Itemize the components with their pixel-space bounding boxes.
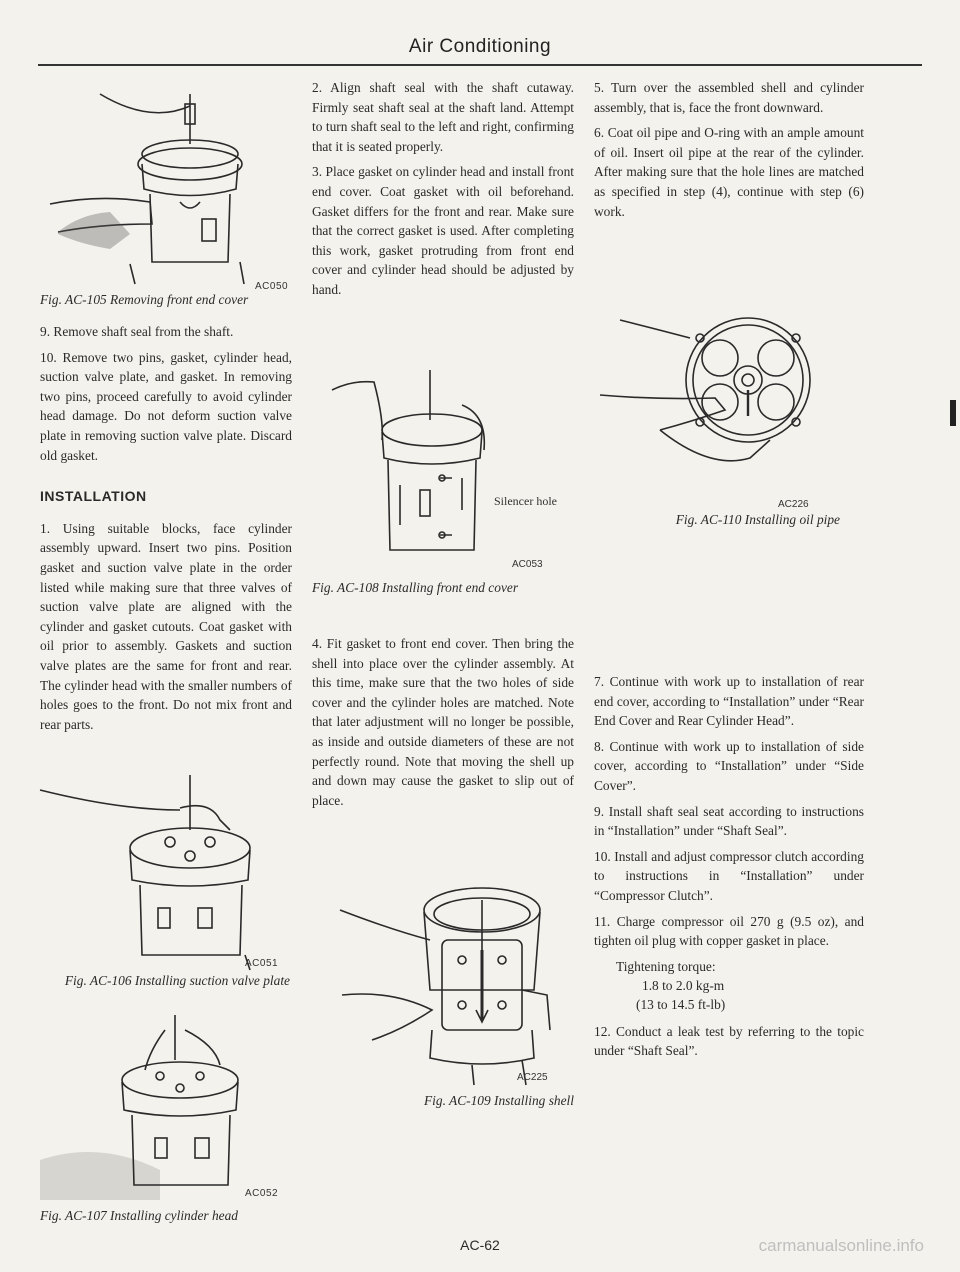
figure-ac108 [312, 360, 574, 570]
step-4: 4. Fit gasket to front end cover. Then bring the shell into place over the cylinder assembly. At this time, make sure that the two holes of side cover and the cylinder holes are matched. Note that later adjustment will no longer be possible, as inside and outside diameters of these are not perfectly round. Note that moving the shell up and down may cause the gasket to slip out of place. [312, 636, 574, 808]
step-8: 8. Continue with work up to installation of side cover, according to “Installation” under “Side Cover”. [594, 738, 864, 793]
step-6: 6. Coat oil pipe and O-ring with an ample amount of oil. Insert oil pipe at the rear of the cylinder. After making sure that the hole lines are matched as specified in step (4), continue with step (6) work. [594, 125, 864, 219]
installation-heading: INSTALLATION [40, 488, 147, 505]
column-3-text-top [594, 78, 864, 227]
installing-front-end-cover-illustration [312, 360, 574, 570]
step-2: 2. Align shaft seal with the shaft cutaway. Firmly seat shaft seal at the shaft land. Attempt to turn shaft seal to the left and right, confirming that it is seated properly. [312, 80, 574, 154]
torque-imperial: (13 to 14.5 ft-lb) [636, 996, 726, 1012]
figure-code-ac226: AC226 [778, 499, 809, 510]
step-10: 10. Remove two pins, gasket, cylinder head, suction valve plate, and gasket. In removing two pins, proceed carefully to avoid cylinder head damage. Do not deform suction valve plate in removing suction valve plate. Discard old gasket. [40, 349, 292, 463]
figure-caption-ac108: Fig. AC-108 Installing front end cover [312, 580, 519, 595]
installing-shell-illustration [312, 880, 574, 1090]
figure-caption-ac110: Fig. AC-110 Installing oil pipe [675, 512, 840, 527]
figure-code-ac051: AC051 [245, 958, 279, 969]
figure-caption-ac106: Fig. AC-106 Installing suction valve plate [64, 973, 290, 988]
step-7: 7. Continue with work up to installation of rear end cover, according to “Installation” under “Rear End Cover and Rear Cylinder Head”. [594, 674, 864, 729]
figure-code-ac225: AC225 [517, 1072, 548, 1083]
figure-caption-ac107: Fig. AC-107 Installing cylinder head [40, 1208, 238, 1223]
step-12: 12. Conduct a leak test by referring to the topic under “Shaft Seal”. [594, 1023, 864, 1059]
figure-ac105 [40, 84, 290, 294]
column-3-text-bottom [594, 672, 864, 1067]
installing-cylinder-head-illustration [40, 1010, 290, 1200]
figure-code-ac052: AC052 [245, 1188, 279, 1199]
figure-ac106 [40, 770, 290, 970]
step-3: 3. Place gasket on cylinder head and install front end cover. Coat gasket with oil beforehand. Gasket differs for the front and rear. Make sure that the correct gasket is used. After completing this work, gasket protruding from front end cover and cylinder head should be adjusted by hand. [312, 164, 574, 297]
page-edge-mark [950, 400, 956, 426]
figure-ac109 [312, 880, 574, 1090]
page-header: Air Conditioning [408, 36, 552, 57]
header-rule [38, 64, 922, 66]
step-10b: 10. Install and adjust compressor clutch according to instructions in “Installation” under “Compressor Clutch”. [594, 848, 864, 903]
installing-suction-valve-plate-illustration [40, 770, 290, 970]
torque-label: Tightening torque: [616, 958, 716, 974]
figure-caption-ac105: Fig. AC-105 Removing front end cover [40, 292, 249, 307]
silencer-hole-label: Silencer hole [494, 494, 557, 508]
watermark: carmanualsonline.info [758, 1236, 924, 1255]
step-9: 9. Remove shaft seal from the shaft. [40, 324, 234, 339]
figure-ac107 [40, 1010, 290, 1200]
column-1-text [40, 322, 292, 740]
tightening-torque [616, 957, 864, 1014]
column-2-text-middle [312, 634, 574, 816]
page-number: AC-62 [460, 1237, 500, 1253]
install-step-1: 1. Using suitable blocks, face cylinder assembly upward. Insert two pins. Position gasket and suction valve plate in the order listed while making sure that three valves of suction valve plate are aligned with the cylinder and gasket cutouts. Coat gasket with oil prior to assembly. Gaskets and suction valve plates are the same for front and rear. The cylinder head with the smaller numbers of holes goes to the front. Do not mix front and rear parts. [40, 520, 292, 732]
column-2-text-top [312, 78, 574, 306]
step-5: 5. Turn over the assembled shell and cylinder assembly, that is, face the front downward. [594, 80, 864, 115]
figure-caption-ac109: Fig. AC-109 Installing shell [423, 1093, 574, 1108]
step-9b: 9. Install shaft seal seat according to instructions in “Installation” under “Shaft Seal”. [594, 803, 864, 839]
figure-ac110 [600, 300, 860, 510]
installing-oil-pipe-illustration [600, 300, 860, 510]
torque-metric: 1.8 to 2.0 kg-m [642, 977, 725, 993]
removing-front-end-cover-illustration [40, 84, 290, 294]
figure-code-ac053: AC053 [512, 559, 543, 570]
figure-code-ac050: AC050 [255, 281, 289, 292]
step-11: 11. Charge compressor oil 270 g (9.5 oz), and tighten oil plug with copper gasket in place. [594, 913, 864, 949]
